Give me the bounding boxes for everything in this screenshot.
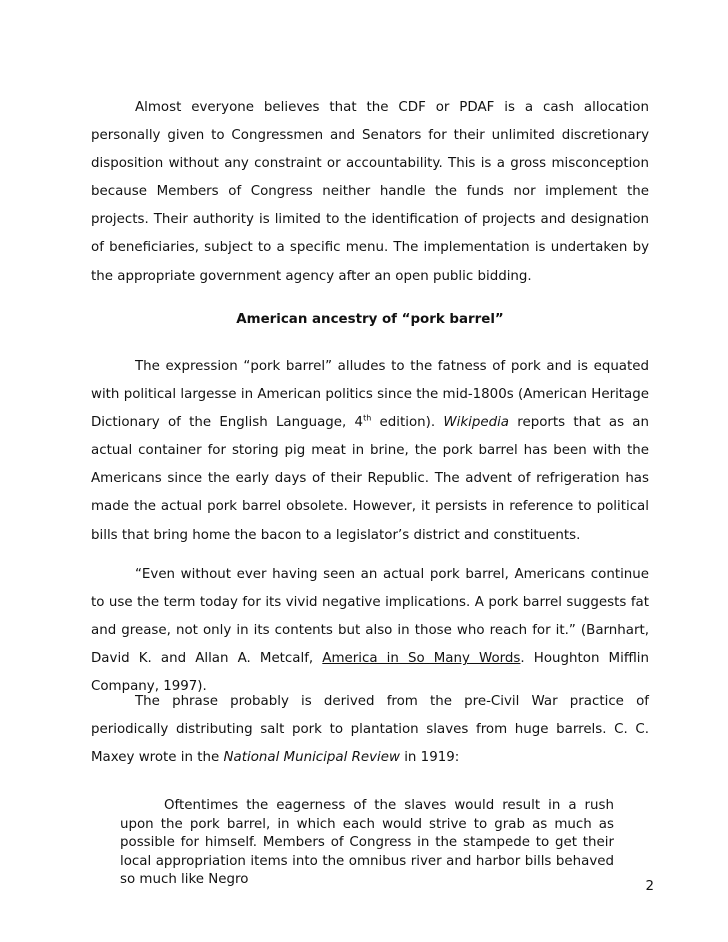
- page-number: 2: [645, 879, 654, 894]
- paragraph-text: The phrase probably is derived from the pre-Civil War practice of periodically distributing salt pork to plantation slaves from huge barrels. C. C. Maxey wrote in the: [91, 694, 649, 766]
- paragraph-text: reports that as an actual container for storing pig meat in brine, the pork barrel has been with the Americans since the early days of their Republic. The advent of refrigeration has made the actual pork barrel obsolete. However, it persists in reference to political bills that bring home the bacon to a legislator’s district and constituents.: [91, 415, 649, 543]
- paragraph-text: edition).: [371, 415, 444, 431]
- paragraph-barnhart-quote: [91, 561, 649, 701]
- paragraph-text: . Houghton Mifflin Company, 1997).: [91, 651, 649, 695]
- paragraph-text: in 1919:: [399, 750, 460, 766]
- underlined-book-title: America in So Many Words: [322, 651, 521, 667]
- paragraph-cdf-pdaf: Almost everyone believes that the CDF or PDAF is a cash allocation personally given to Congressmen and Senators for their unlimited discretionary disposition without any constraint or accountability. This is a gross misconception because Members of Congress neither handle the funds nor implement the projects. Their authority is limited to the identification of projects and designation of beneficiaries, subject to a specific menu. The implementation is undertaken by the appropriate government agency after an open public bidding.: [91, 100, 649, 284]
- ordinal-superscript: th: [363, 413, 372, 423]
- italic-journal-title: National Municipal Review: [223, 750, 400, 766]
- paragraph-civil-war-origin: [91, 688, 649, 772]
- paragraph-text: “Even without ever having seen an actual pork barrel, Americans continue to use the term today for its vivid negative implications. A pork barrel suggests fat and grease, not only in its contents but also in those who reach for it.” (Barnhart, David K. and Allan A. Metcalf,: [91, 567, 649, 667]
- italic-source-title: Wikipedia: [443, 415, 510, 431]
- section-heading: American ancestry of “pork barrel”: [236, 312, 504, 327]
- block-quote: Oftentimes the eagerness of the slaves would result in a rush upon the pork barrel, in which each would strive to grab as much as possible for himself. Members of Congress in the stampede to get their local appropriation items into the omnibus river and harbor bills behaved so much like Negro: [120, 798, 614, 888]
- paragraph-pork-barrel-expression: [91, 353, 649, 550]
- paragraph-text: The expression “pork barrel” alludes to the fatness of pork and is equated with political largesse in American politics since the mid-1800s (American Heritage Dictionary of the English Language, 4: [91, 359, 649, 431]
